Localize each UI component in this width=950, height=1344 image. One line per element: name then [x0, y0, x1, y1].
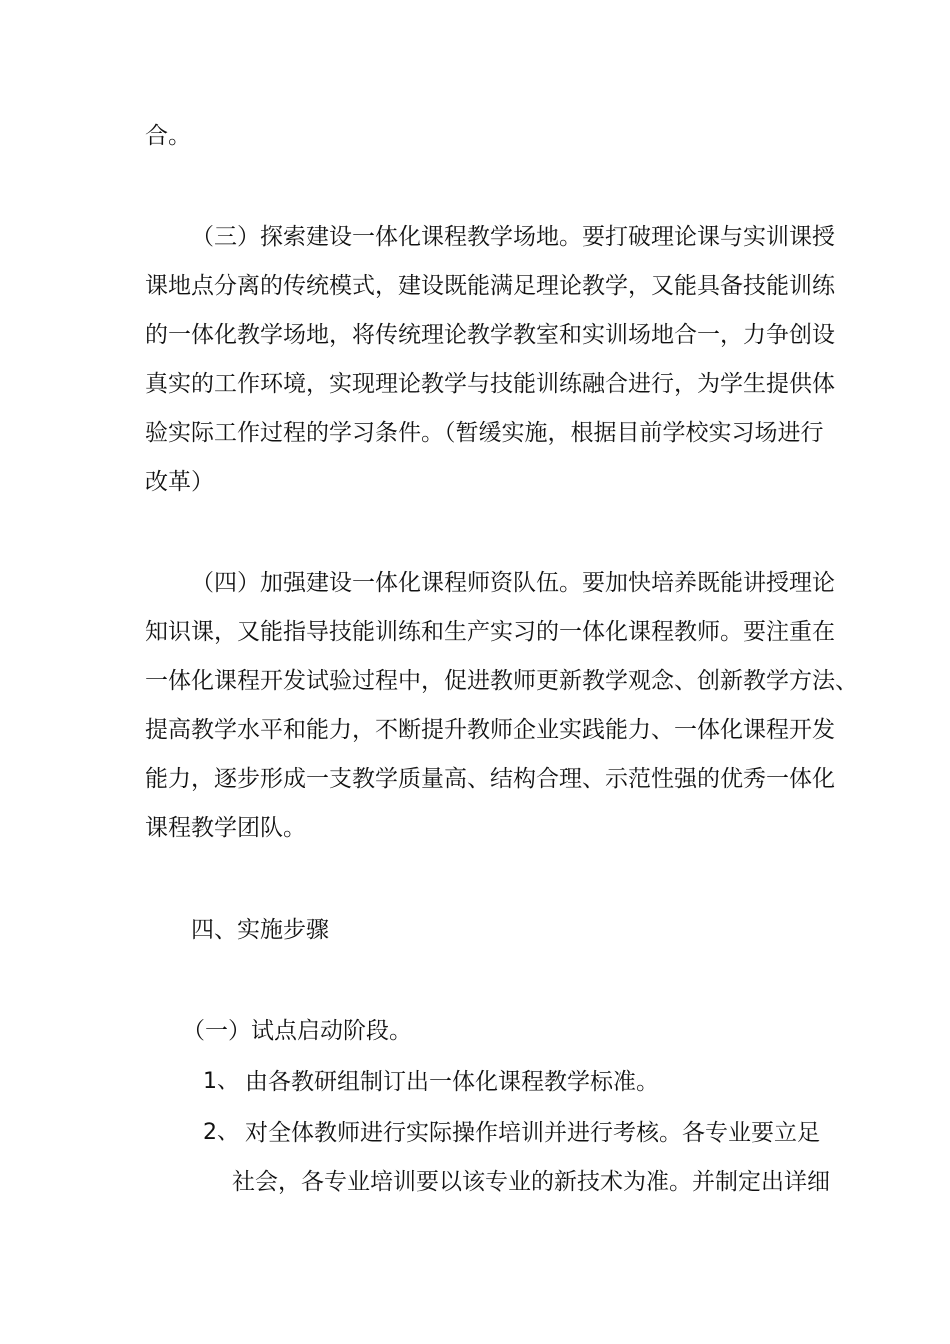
list-item-number: 1、	[203, 1069, 239, 1094]
paragraph-line: （四）加强建设一体化课程师资队伍。要加快培养既能讲授理论	[191, 570, 835, 596]
paragraph-line: 提高教学水平和能力，不断提升教师企业实践能力、一体化课程开发	[145, 717, 835, 743]
list-item-number: 2、	[203, 1120, 239, 1145]
list-item-text: 由各教研组制订出一体化课程教学标准。	[245, 1069, 659, 1095]
paragraph-line: 真实的工作环境，实现理论教学与技能训练融合进行，为学生提供体	[145, 371, 835, 397]
paragraph-line: 能力，逐步形成一支教学质量高、结构合理、示范性强的优秀一体化	[145, 766, 835, 792]
paragraph-line: （三）探索建设一体化课程教学场地。要打破理论课与实训课授	[191, 224, 835, 250]
phase-title: （一）试点启动阶段。	[182, 1018, 412, 1044]
paragraph-line: 一体化课程开发试验过程中，促进教师更新教学观念、创新教学方法、	[145, 668, 858, 694]
list-item-text: 对全体教师进行实际操作培训并进行考核。各专业要立足	[245, 1120, 820, 1146]
paragraph-line: 知识课，又能指导技能训练和生产实习的一体化课程教师。要注重在	[145, 619, 835, 645]
intro-line: 合。	[145, 123, 191, 149]
list-item-text-continued: 社会，各专业培训要以该专业的新技术为准。并制定出详细	[232, 1169, 830, 1195]
paragraph-line: 改革）	[145, 469, 214, 495]
paragraph-line: 验实际工作过程的学习条件。（暂缓实施，根据目前学校实习场进行	[145, 420, 824, 446]
paragraph-line: 的一体化教学场地，将传统理论教学教室和实训场地合一，力争创设	[145, 322, 835, 348]
paragraph-line: 课地点分离的传统模式，建设既能满足理论教学，又能具备技能训练	[145, 273, 835, 299]
paragraph-line: 课程教学团队。	[145, 815, 306, 841]
section-heading: 四、实施步骤	[191, 917, 329, 943]
